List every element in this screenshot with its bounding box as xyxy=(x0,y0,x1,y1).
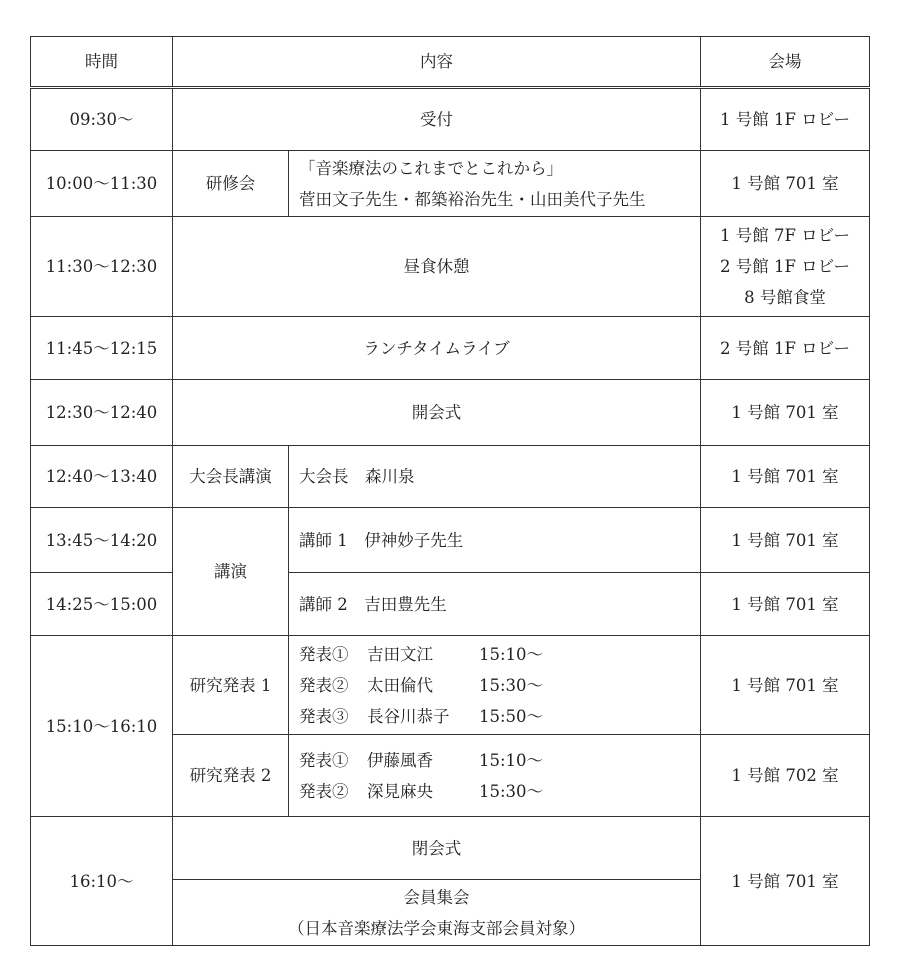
venue-line: 1 号館 7F ロビー xyxy=(719,226,851,245)
venue-cell: 1 号館 701 室 xyxy=(701,380,870,446)
content-cell xyxy=(289,636,701,735)
table-row xyxy=(31,508,870,573)
presentation-line: 発表② 太田倫代 15:30～ xyxy=(299,675,544,695)
time-cell: 12:30～12:40 xyxy=(31,380,173,446)
time-cell: 15:10～16:10 xyxy=(31,636,173,817)
time-cell: 11:30～12:30 xyxy=(31,217,173,317)
header-time: 時間 xyxy=(31,37,173,88)
venue-line: 8 号館食堂 xyxy=(744,288,826,307)
table-row xyxy=(31,380,870,446)
content-cell: 大会長 森川泉 xyxy=(289,446,701,508)
content-cell: 講師 1 伊神妙子先生 xyxy=(289,508,701,573)
category-cell: 研究発表 2 xyxy=(173,735,289,817)
presentation-line: 発表① 吉田文江 15:10～ xyxy=(299,644,544,664)
venue-cell xyxy=(701,217,870,317)
meeting-note: （日本音楽療法学会東海支部会員対象） xyxy=(288,918,585,938)
time-cell: 12:40～13:40 xyxy=(31,446,173,508)
venue-cell: 1 号館 1F ロビー xyxy=(701,88,870,151)
content-cell: 講師 2 吉田豊先生 xyxy=(289,573,701,636)
category-cell: 講演 xyxy=(173,508,289,636)
time-cell: 10:00～11:30 xyxy=(31,151,173,217)
content-cell xyxy=(289,735,701,817)
content-cell xyxy=(289,151,701,217)
venue-cell: 1 号館 701 室 xyxy=(701,446,870,508)
content-cell: 受付 xyxy=(173,88,701,151)
venue-cell: 1 号館 702 室 xyxy=(701,735,870,817)
schedule-table xyxy=(30,36,870,946)
venue-cell: 1 号館 701 室 xyxy=(701,636,870,735)
time-cell: 09:30～ xyxy=(31,88,173,151)
venue-cell: 1 号館 701 室 xyxy=(701,817,870,946)
workshop-title: 「音楽療法のこれまでとこれから」 xyxy=(299,158,563,178)
category-cell: 大会長講演 xyxy=(173,446,289,508)
header-venue: 会場 xyxy=(701,37,870,88)
table-row xyxy=(31,636,870,735)
workshop-speakers: 菅田文子先生・都築裕治先生・山田美代子先生 xyxy=(299,189,646,209)
table-row xyxy=(31,88,870,151)
venue-line: 2 号館 1F ロビー xyxy=(719,257,851,276)
content-cell: 閉会式 xyxy=(173,817,701,880)
category-cell: 研究発表 1 xyxy=(173,636,289,735)
venue-cell: 1 号館 701 室 xyxy=(701,573,870,636)
venue-cell: 2 号館 1F ロビー xyxy=(701,317,870,380)
table-row xyxy=(31,317,870,380)
time-cell: 13:45～14:20 xyxy=(31,508,173,573)
table-row xyxy=(31,151,870,217)
presentation-line: 発表① 伊藤風香 15:10～ xyxy=(299,750,544,770)
content-cell: 昼食休憩 xyxy=(173,217,701,317)
content-cell: ランチタイムライブ xyxy=(173,317,701,380)
content-cell: 開会式 xyxy=(173,380,701,446)
table-row xyxy=(31,446,870,508)
presentation-line: 発表② 深見麻央 15:30～ xyxy=(299,781,544,801)
table-row xyxy=(31,817,870,880)
header-content: 内容 xyxy=(173,37,701,88)
time-cell: 16:10～ xyxy=(31,817,173,946)
table-row xyxy=(31,217,870,317)
category-cell: 研修会 xyxy=(173,151,289,217)
header-row xyxy=(31,37,870,88)
time-cell: 11:45～12:15 xyxy=(31,317,173,380)
meeting-title: 会員集会 xyxy=(403,887,470,907)
time-cell: 14:25～15:00 xyxy=(31,573,173,636)
presentation-line: 発表③ 長谷川恭子 15:50～ xyxy=(299,706,544,726)
venue-cell: 1 号館 701 室 xyxy=(701,508,870,573)
content-cell xyxy=(173,880,701,946)
venue-cell: 1 号館 701 室 xyxy=(701,151,870,217)
table-row xyxy=(31,573,870,636)
